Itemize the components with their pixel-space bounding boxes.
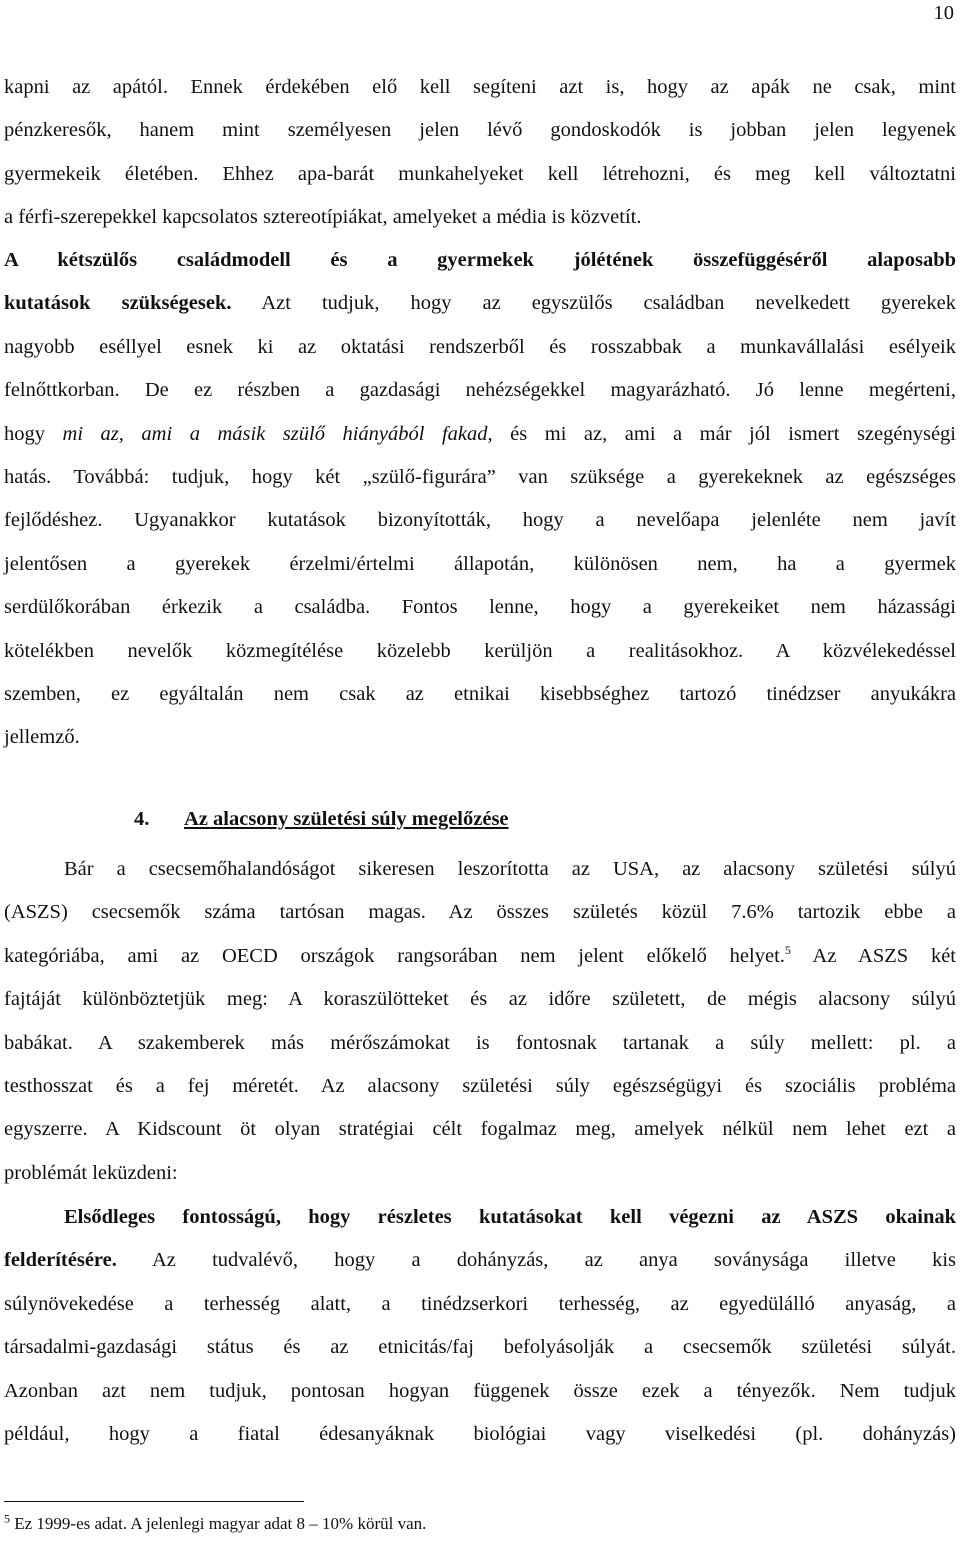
footnote-divider — [4, 1501, 304, 1502]
footnote-ref[interactable]: 5 — [784, 942, 791, 957]
text-run: Az ASZS két — [790, 944, 956, 967]
paragraph-1 — [4, 66, 956, 240]
text-line: a férfi-szerepekkel kapcsolatos sztereotípiákat, amelyeket a média is közvetít. — [4, 206, 642, 229]
text-line: szemben, ez egyáltalán nem csak az etnikai kisebbséghez tartozó tinédzser anyukákra — [4, 682, 956, 705]
text-line: felnőttkorban. De ez részben a gazdasági nehézségekkel magyarázható. Jó lenne megérteni, — [4, 379, 956, 402]
text-line: kapni az apától. Ennek érdekében elő kell segíteni azt is, hogy az apák ne csak, mint — [4, 76, 956, 98]
text-line: Bár a csecsemőhalandóságot sikeresen leszorította az USA, az alacsony születési súlyú — [64, 858, 956, 880]
text-line — [4, 935, 956, 978]
text-line: Azonban azt nem tudjuk, pontosan hogyan függenek össze ezek a tényezők. Nem tudjuk — [4, 1379, 956, 1402]
footnote-marker: 5 — [4, 1511, 10, 1526]
text-line: fejlődéshez. Ugyanakkor kutatások bizonyították, hogy a nevelőapa jelenléte nem javít — [4, 509, 956, 532]
text-line: hatás. Továbbá: tudjuk, hogy két „szülő-figurára” van szüksége a gyerekeknek az egészséges — [4, 465, 956, 488]
text-line — [4, 239, 956, 282]
text-line: gyermekeik életében. Ehhez apa-barát munkahelyeket kell létrehozni, és meg kell változtatni — [4, 162, 956, 185]
bold-text: felderítésére. — [4, 1249, 117, 1272]
paragraph-4 — [4, 1196, 956, 1456]
text-line: jelentősen a gyerekek érzelmi/értelmi állapotán, különösen nem, ha a gyermek — [4, 552, 956, 575]
text-run: , és mi az, ami a már jól ismert szegénységi — [487, 422, 956, 445]
text-line — [4, 413, 956, 456]
text-line: például, hogy a fiatal édesanyáknak biológiai vagy viselkedési (pl. dohányzás) — [4, 1422, 956, 1445]
text-line: súlynövekedése a terhesség alatt, a tinédzserkori terhesség, az egyedülálló anyaság, a — [4, 1292, 956, 1315]
section-title: Az alacsony születési súly megelőzése — [184, 808, 509, 830]
section-number: 4. — [134, 808, 150, 830]
footnote — [4, 1511, 427, 1534]
text-line: (ASZS) csecsemők száma tartósan magas. Az összes születés közül 7.6% tartozik ebbe a — [4, 901, 956, 924]
bold-text: Elsődleges fontosságú, hogy részletes kutatásokat kell végezni az ASZS okainak — [64, 1206, 956, 1228]
footnote-text: Ez 1999-es adat. A jelenlegi magyar adat 8 – 10% körül van. — [10, 1514, 427, 1533]
text-line: társadalmi-gazdasági státus és az etnicitás/faj befolyásolják a csecsemők születési súlyát. — [4, 1336, 956, 1359]
page-number: 10 — [933, 2, 954, 24]
paragraph-2 — [4, 239, 956, 760]
text-line: jellemző. — [4, 726, 80, 749]
text-line: egyszerre. A Kidscount öt olyan stratégiai célt fogalmaz meg, amelyek nélkül nem lehet ezt a — [4, 1118, 956, 1141]
text-line: kötelékben nevelők közmegítélése közelebb kerüljön a realitásokhoz. A közvélekedéssel — [4, 639, 956, 662]
text-line: fajtáját különböztetjük meg: A koraszülötteket és az időre született, de mégis alacsony súlyú — [4, 988, 956, 1011]
text-run: Az tudvalévő, hogy a dohányzás, az anya soványsága illetve kis — [116, 1249, 956, 1272]
text-line: testhosszat és a fej méretét. Az alacsony születési súly egészségügyi és szociális probléma — [4, 1074, 956, 1097]
text-line: babákat. A szakemberek más mérőszámokat is fontosnak tartanak a súly mellett: pl. a — [4, 1031, 956, 1054]
text-line — [4, 282, 956, 325]
italic-text: mi az, ami a másik szülő hiányából fakad — [62, 422, 488, 445]
text-run: Azt tudjuk, hogy az egyszülős családban nevelkedett gyerekek — [231, 292, 956, 315]
text-line — [4, 1239, 956, 1282]
text-line: nagyobb eséllyel esnek ki az oktatási rendszerből és rosszabbak a munkavállalási esélyeik — [4, 335, 956, 358]
bold-text: kutatások szükségesek. — [4, 292, 232, 315]
paragraph-3 — [4, 848, 956, 1195]
section-heading — [134, 808, 509, 831]
text-line: serdülőkorában érkezik a családba. Fontos lenne, hogy a gyerekeiket nem házassági — [4, 596, 956, 619]
text-run: kategóriába, ami az OECD országok rangsorában nem jelent előkelő helyet. — [4, 944, 785, 967]
bold-text: A kétszülős családmodell és a gyermekek jólétének összefüggéséről alaposabb — [4, 249, 956, 271]
text-line — [4, 1196, 956, 1239]
text-line: problémát leküzdeni: — [4, 1161, 178, 1184]
text-line: pénzkeresők, hanem mint személyesen jelen lévő gondoskodók is jobban jelen legyenek — [4, 119, 956, 142]
text-run: hogy — [4, 422, 63, 445]
